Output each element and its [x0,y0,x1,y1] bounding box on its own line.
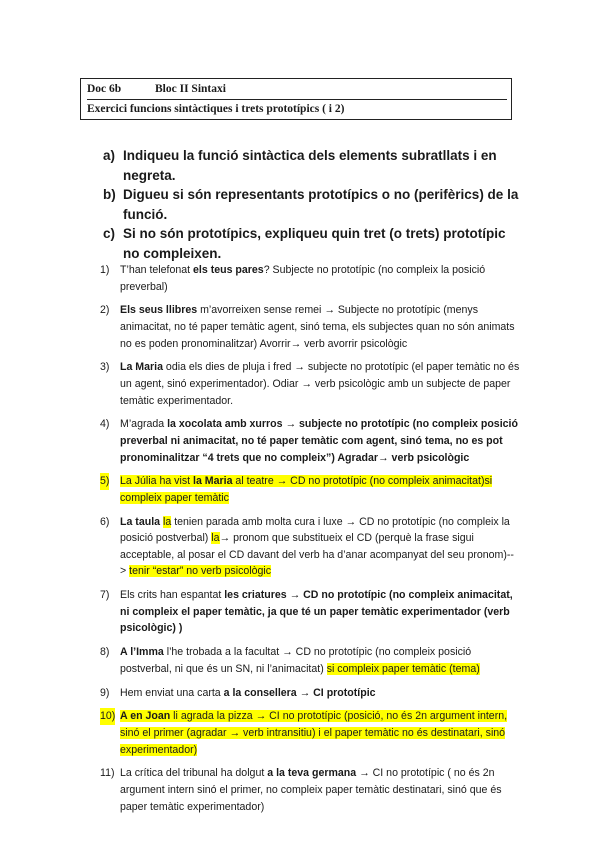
exercise-number: 4) [100,418,110,431]
text-run: Els crits han espantat [120,589,225,602]
exercise-number: 1) [100,264,110,276]
exercise-number: 5) [100,473,109,490]
instruction-letter: c) [103,226,116,241]
instruction-item [103,224,523,263]
text-run: si compleix paper temàtic (tema) [326,662,480,675]
header-box [80,78,512,120]
text-run: li agrada la pizza → CI no prototípic (posició, no és 2n argument intern, sinó el primer (agradar → verb intransitiu) i el paper temàtic no és destinatari, sinó experimentador) [120,710,508,756]
text-run: Els seus llibres [120,304,198,317]
exercise-item [100,708,520,758]
text-run: CI prototípic [313,686,376,699]
exercise-number: 2) [100,304,110,317]
instruction-text: Digueu si són representants prototípics o no (perifèrics) de la funció. [123,187,519,222]
text-run: La Júlia ha vist [120,475,194,488]
text-run: → CI no prototípic ( no és 2n argument intern sinó el primer, no compleix paper temàtic destinatari, sinó que és paper temàtic experimentador) [120,767,502,813]
exercise-item [100,262,520,295]
text-run: Hem enviat una carta [120,686,224,699]
instruction-letter: a) [103,148,116,163]
exercise-text [120,475,492,504]
header-top-row [87,83,507,100]
exercise-text [120,589,513,634]
text-run: a la teva germana [267,767,357,780]
exercise-text [120,516,514,578]
text-run: ? Subjecte no prototípic (no compleix la posició preverbal) [120,264,486,293]
text-run: tenir “estar” no verb psicològic [129,565,272,578]
text-run: T’han telefonat [120,264,194,276]
exercise-item [100,359,520,409]
text-run: La taula [120,515,161,528]
exercise-item [100,514,520,580]
exercise-number: 8) [100,646,110,659]
text-run: M’agrada [120,418,168,431]
text-run: A en Joan [120,710,171,723]
text-run: la xocolata amb xurros → subjecte no prototípic (no compleix posició preverbal ni animacitat, no té paper temàtic com agent, sinó tema, no es pot pronominalitzar “4 trets que no compleix”) Agradar→ verb psicològic [120,418,518,464]
block-label: Bloc II Sintaxi [155,83,226,95]
exercise-title: Exercici funcions sintàctiques i trets prototípics ( i 2) [87,103,345,115]
exercise-item [100,685,520,702]
exercise-number: 7) [100,589,110,602]
instruction-text: Si no són prototípics, expliqueu quin tret (o trets) prototípic no compleixen. [123,226,506,261]
exercise-item [100,587,520,637]
text-run: odia els dies de pluja i fred → subjecte no prototípic (el paper temàtic no és un agent, sinó experimentador). Odiar → verb psicològic amb un subjecte de paper temàtic experimentador. [120,361,520,407]
exercise-text [120,418,518,463]
exercise-number: 9) [100,686,110,699]
text-run: al teatre → CD no prototípic (no compleix animacitat)si compleix paper temàtic [120,475,493,504]
exercise-text [120,304,515,349]
text-run: → pronom que substitueix el CD (perquè la frase sigui acceptable, al posar el CD davant del verb ha d’anar acompanyat del seu pronom)--> [120,532,514,578]
exercise-item [100,644,520,677]
instruction-letter: b) [103,187,116,202]
text-run: La Maria [120,361,163,374]
exercise-text [120,767,502,812]
exercise-list [100,262,520,822]
text-run: les criatures → CD no prototípic (no compleix animacitat, ni compleix el paper temàtic, ja que té un paper temàtic experimentador (verb psicològic) ) [120,589,513,635]
instruction-item [103,185,523,224]
exercise-number: 10) [100,708,115,725]
exercise-item [100,473,520,506]
exercise-text [120,687,376,699]
exercise-number: 11) [100,767,115,780]
doc-label: Doc 6b [87,83,122,95]
exercise-item [100,302,520,352]
exercise-text [120,646,480,675]
text-run: la [163,515,172,528]
text-run: m’avorreixen sense remei → Subjecte no prototípic (menys animacitat, no té paper temàtic agent, sinó tema, els subjectes quan no són animats no es poden pronominalitzar) Avorrir→ verb avorrir psicològic [120,304,515,350]
exercise-number: 3) [100,361,110,374]
text-run: l’he trobada a la facultat → CD no prototípic (no compleix posició postverbal, ni que és un SN, ni l’animacitat) [120,646,472,675]
exercise-text [120,361,519,406]
text-run: els teus pares [193,264,264,276]
instruction-text: Indiqueu la funció sintàctica dels elements subratllats i en negreta. [123,148,497,183]
text-run: A l’Imma [120,646,164,659]
exercise-item [100,416,520,466]
exercise-number: 6) [100,515,110,528]
instructions-list [103,146,523,263]
exercise-item [100,765,520,815]
text-run: La crítica del tribunal ha dolgut [120,767,268,780]
text-run: la [211,532,220,545]
text-run: tenien parada amb molta cura i luxe → CD no prototípic (no compleix la posició postverbal) [120,515,510,545]
exercise-text [120,710,507,755]
text-run: a la consellera [223,686,297,699]
instruction-item [103,146,523,185]
exercise-text [120,264,485,293]
text-run: la Maria [193,475,233,488]
text-run: → [296,686,314,699]
